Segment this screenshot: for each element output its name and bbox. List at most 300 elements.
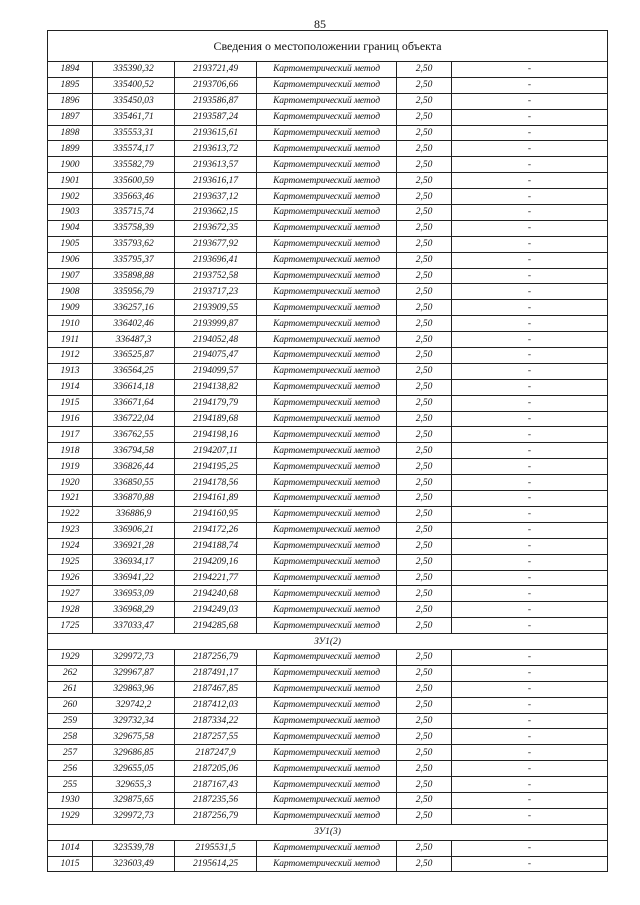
cell-note: -	[452, 252, 608, 268]
cell-coord-x: 336525,87	[93, 348, 175, 364]
cell-method: Картометрический метод	[257, 141, 397, 157]
cell-note: -	[452, 348, 608, 364]
cell-coord-x: 329655,3	[93, 777, 175, 793]
table-row	[48, 189, 608, 205]
cell-accuracy: 2,50	[397, 649, 452, 665]
cell-accuracy: 2,50	[397, 395, 452, 411]
table-row	[48, 268, 608, 284]
cell-point-number: 1900	[48, 157, 93, 173]
cell-coord-y: 2194209,16	[175, 554, 257, 570]
cell-accuracy: 2,50	[397, 300, 452, 316]
cell-coord-x: 336614,18	[93, 379, 175, 395]
cell-coord-y: 2187412,03	[175, 697, 257, 713]
table-row	[48, 284, 608, 300]
cell-method: Картометрический метод	[257, 840, 397, 856]
cell-accuracy: 2,50	[397, 665, 452, 681]
cell-method: Картометрический метод	[257, 236, 397, 252]
table-row	[48, 681, 608, 697]
cell-note: -	[452, 300, 608, 316]
cell-method: Картометрический метод	[257, 681, 397, 697]
cell-method: Картометрический метод	[257, 792, 397, 808]
cell-note: -	[452, 649, 608, 665]
cell-note: -	[452, 220, 608, 236]
boundary-coordinates-table	[47, 30, 608, 872]
cell-coord-y: 2195531,5	[175, 840, 257, 856]
cell-coord-x: 329972,73	[93, 649, 175, 665]
cell-accuracy: 2,50	[397, 427, 452, 443]
cell-point-number: 1923	[48, 522, 93, 538]
cell-method: Картометрический метод	[257, 348, 397, 364]
cell-point-number: 1902	[48, 189, 93, 205]
cell-note: -	[452, 506, 608, 522]
cell-method: Картометрический метод	[257, 332, 397, 348]
table-row	[48, 173, 608, 189]
cell-accuracy: 2,50	[397, 681, 452, 697]
cell-coord-y: 2187256,79	[175, 649, 257, 665]
cell-accuracy: 2,50	[397, 586, 452, 602]
cell-coord-y: 2193615,61	[175, 125, 257, 141]
cell-method: Картометрический метод	[257, 745, 397, 761]
cell-coord-y: 2193909,55	[175, 300, 257, 316]
cell-accuracy: 2,50	[397, 220, 452, 236]
cell-coord-x: 336870,88	[93, 491, 175, 507]
cell-accuracy: 2,50	[397, 236, 452, 252]
cell-accuracy: 2,50	[397, 62, 452, 78]
cell-coord-y: 2194189,68	[175, 411, 257, 427]
cell-method: Картометрический метод	[257, 205, 397, 221]
cell-method: Картометрический метод	[257, 506, 397, 522]
cell-coord-y: 2187491,17	[175, 665, 257, 681]
cell-coord-y: 2193662,15	[175, 205, 257, 221]
cell-point-number: 256	[48, 761, 93, 777]
cell-coord-y: 2187334,22	[175, 713, 257, 729]
cell-accuracy: 2,50	[397, 792, 452, 808]
cell-point-number: 257	[48, 745, 93, 761]
cell-method: Картометрический метод	[257, 522, 397, 538]
cell-point-number: 1921	[48, 491, 93, 507]
cell-coord-x: 336921,28	[93, 538, 175, 554]
cell-method: Картометрический метод	[257, 665, 397, 681]
cell-point-number: 1915	[48, 395, 93, 411]
cell-coord-x: 336968,29	[93, 602, 175, 618]
cell-method: Картометрический метод	[257, 491, 397, 507]
cell-coord-y: 2194075,47	[175, 348, 257, 364]
cell-coord-x: 336934,17	[93, 554, 175, 570]
table-row	[48, 491, 608, 507]
cell-coord-x: 335898,88	[93, 268, 175, 284]
cell-coord-y: 2193717,23	[175, 284, 257, 300]
table-row	[48, 840, 608, 856]
cell-method: Картометрический метод	[257, 77, 397, 93]
cell-point-number: 1922	[48, 506, 93, 522]
cell-point-number: 1929	[48, 649, 93, 665]
cell-point-number: 1928	[48, 602, 93, 618]
cell-method: Картометрический метод	[257, 538, 397, 554]
cell-point-number: 1925	[48, 554, 93, 570]
cell-coord-x: 335400,52	[93, 77, 175, 93]
cell-accuracy: 2,50	[397, 697, 452, 713]
table-row	[48, 316, 608, 332]
cell-accuracy: 2,50	[397, 522, 452, 538]
cell-accuracy: 2,50	[397, 840, 452, 856]
cell-coord-x: 335600,59	[93, 173, 175, 189]
cell-point-number: 1929	[48, 808, 93, 824]
cell-point-number: 1913	[48, 363, 93, 379]
table-row	[48, 379, 608, 395]
cell-method: Картометрический метод	[257, 109, 397, 125]
cell-accuracy: 2,50	[397, 411, 452, 427]
cell-coord-y: 2193613,57	[175, 157, 257, 173]
cell-note: -	[452, 316, 608, 332]
cell-coord-y: 2187467,85	[175, 681, 257, 697]
cell-coord-x: 336850,55	[93, 475, 175, 491]
table-row	[48, 62, 608, 78]
cell-note: -	[452, 77, 608, 93]
table-row	[48, 300, 608, 316]
cell-coord-x: 335574,17	[93, 141, 175, 157]
cell-accuracy: 2,50	[397, 252, 452, 268]
table-row	[48, 522, 608, 538]
cell-coord-x: 336487,3	[93, 332, 175, 348]
cell-note: -	[452, 268, 608, 284]
cell-point-number: 1014	[48, 840, 93, 856]
cell-note: -	[452, 62, 608, 78]
cell-method: Картометрический метод	[257, 189, 397, 205]
cell-point-number: 1920	[48, 475, 93, 491]
cell-coord-x: 335793,62	[93, 236, 175, 252]
table-row	[48, 856, 608, 872]
cell-note: -	[452, 792, 608, 808]
cell-accuracy: 2,50	[397, 443, 452, 459]
cell-coord-y: 2194172,26	[175, 522, 257, 538]
cell-coord-x: 335795,37	[93, 252, 175, 268]
cell-note: -	[452, 554, 608, 570]
table-row	[48, 141, 608, 157]
cell-coord-x: 335758,39	[93, 220, 175, 236]
cell-method: Картометрический метод	[257, 300, 397, 316]
cell-point-number: 259	[48, 713, 93, 729]
cell-coord-x: 323603,49	[93, 856, 175, 872]
cell-coord-x: 336722,04	[93, 411, 175, 427]
cell-coord-y: 2194188,74	[175, 538, 257, 554]
cell-accuracy: 2,50	[397, 538, 452, 554]
cell-method: Картометрический метод	[257, 443, 397, 459]
cell-point-number: 1901	[48, 173, 93, 189]
cell-coord-y: 2194179,79	[175, 395, 257, 411]
cell-coord-y: 2193616,17	[175, 173, 257, 189]
table-row	[48, 236, 608, 252]
cell-accuracy: 2,50	[397, 729, 452, 745]
cell-coord-y: 2194052,48	[175, 332, 257, 348]
cell-coord-y: 2193696,41	[175, 252, 257, 268]
cell-coord-x: 329972,73	[93, 808, 175, 824]
cell-coord-y: 2187167,43	[175, 777, 257, 793]
cell-note: -	[452, 93, 608, 109]
cell-coord-y: 2195614,25	[175, 856, 257, 872]
cell-note: -	[452, 284, 608, 300]
cell-accuracy: 2,50	[397, 808, 452, 824]
cell-note: -	[452, 665, 608, 681]
cell-note: -	[452, 586, 608, 602]
cell-note: -	[452, 475, 608, 491]
table-row	[48, 602, 608, 618]
cell-coord-x: 336953,09	[93, 586, 175, 602]
cell-note: -	[452, 236, 608, 252]
table-row	[48, 220, 608, 236]
cell-coord-x: 329742,2	[93, 697, 175, 713]
cell-coord-y: 2187257,55	[175, 729, 257, 745]
cell-accuracy: 2,50	[397, 348, 452, 364]
cell-coord-x: 323539,78	[93, 840, 175, 856]
cell-method: Картометрический метод	[257, 475, 397, 491]
table-row	[48, 586, 608, 602]
cell-coord-x: 335715,74	[93, 205, 175, 221]
cell-point-number: 262	[48, 665, 93, 681]
table-row	[48, 506, 608, 522]
cell-coord-y: 2187205,06	[175, 761, 257, 777]
cell-method: Картометрический метод	[257, 697, 397, 713]
table-row	[48, 792, 608, 808]
cell-coord-y: 2187247,9	[175, 745, 257, 761]
cell-note: -	[452, 491, 608, 507]
cell-point-number: 1918	[48, 443, 93, 459]
cell-coord-x: 336762,55	[93, 427, 175, 443]
cell-method: Картометрический метод	[257, 602, 397, 618]
cell-accuracy: 2,50	[397, 141, 452, 157]
cell-accuracy: 2,50	[397, 570, 452, 586]
cell-coord-x: 336402,46	[93, 316, 175, 332]
cell-point-number: 1895	[48, 77, 93, 93]
cell-method: Картометрический метод	[257, 570, 397, 586]
cell-point-number: 1905	[48, 236, 93, 252]
cell-coord-y: 2187235,56	[175, 792, 257, 808]
cell-point-number: 1916	[48, 411, 93, 427]
cell-accuracy: 2,50	[397, 379, 452, 395]
table-row	[48, 459, 608, 475]
cell-point-number: 1906	[48, 252, 93, 268]
table-row	[48, 205, 608, 221]
cell-method: Картометрический метод	[257, 856, 397, 872]
cell-coord-y: 2194240,68	[175, 586, 257, 602]
cell-method: Картометрический метод	[257, 284, 397, 300]
cell-coord-x: 329875,65	[93, 792, 175, 808]
table-row	[48, 77, 608, 93]
cell-point-number: 261	[48, 681, 93, 697]
cell-coord-y: 2193721,49	[175, 62, 257, 78]
cell-coord-y: 2194138,82	[175, 379, 257, 395]
table-row	[48, 348, 608, 364]
cell-coord-y: 2193586,87	[175, 93, 257, 109]
cell-coord-y: 2194285,68	[175, 618, 257, 634]
cell-point-number: 1897	[48, 109, 93, 125]
cell-coord-x: 329967,87	[93, 665, 175, 681]
cell-method: Картометрический метод	[257, 157, 397, 173]
table-row	[48, 570, 608, 586]
cell-point-number: 1912	[48, 348, 93, 364]
cell-method: Картометрический метод	[257, 363, 397, 379]
cell-note: -	[452, 395, 608, 411]
table-row	[48, 109, 608, 125]
cell-method: Картометрический метод	[257, 316, 397, 332]
cell-note: -	[452, 777, 608, 793]
section-header-row	[48, 634, 608, 650]
table-row	[48, 554, 608, 570]
table-row	[48, 157, 608, 173]
cell-point-number: 1725	[48, 618, 93, 634]
cell-point-number: 1908	[48, 284, 93, 300]
cell-method: Картометрический метод	[257, 649, 397, 665]
cell-coord-x: 336826,44	[93, 459, 175, 475]
cell-note: -	[452, 681, 608, 697]
table-row	[48, 125, 608, 141]
cell-coord-y: 2193637,12	[175, 189, 257, 205]
cell-coord-x: 335553,31	[93, 125, 175, 141]
cell-point-number: 1909	[48, 300, 93, 316]
cell-accuracy: 2,50	[397, 77, 452, 93]
cell-method: Картометрический метод	[257, 125, 397, 141]
cell-method: Картометрический метод	[257, 618, 397, 634]
cell-method: Картометрический метод	[257, 252, 397, 268]
cell-note: -	[452, 761, 608, 777]
table-row	[48, 93, 608, 109]
cell-note: -	[452, 602, 608, 618]
cell-coord-y: 2194161,89	[175, 491, 257, 507]
cell-note: -	[452, 379, 608, 395]
cell-method: Картометрический метод	[257, 93, 397, 109]
cell-point-number: 1927	[48, 586, 93, 602]
cell-accuracy: 2,50	[397, 332, 452, 348]
cell-point-number: 255	[48, 777, 93, 793]
cell-coord-x: 336886,9	[93, 506, 175, 522]
cell-coord-x: 335663,46	[93, 189, 175, 205]
cell-method: Картометрический метод	[257, 586, 397, 602]
cell-point-number: 1015	[48, 856, 93, 872]
cell-method: Картометрический метод	[257, 268, 397, 284]
cell-coord-x: 335390,32	[93, 62, 175, 78]
table-row	[48, 808, 608, 824]
table-row	[48, 618, 608, 634]
cell-coord-x: 329675,58	[93, 729, 175, 745]
cell-accuracy: 2,50	[397, 761, 452, 777]
cell-point-number: 1907	[48, 268, 93, 284]
table-row	[48, 363, 608, 379]
cell-accuracy: 2,50	[397, 618, 452, 634]
cell-note: -	[452, 840, 608, 856]
cell-note: -	[452, 570, 608, 586]
cell-point-number: 1914	[48, 379, 93, 395]
table-title-row	[48, 31, 608, 62]
cell-note: -	[452, 205, 608, 221]
table-row	[48, 395, 608, 411]
table-row	[48, 443, 608, 459]
cell-coord-x: 336257,16	[93, 300, 175, 316]
cell-coord-x: 329732,34	[93, 713, 175, 729]
cell-point-number: 1917	[48, 427, 93, 443]
cell-coord-x: 329686,85	[93, 745, 175, 761]
section-label: ЗУ1(2)	[48, 634, 608, 650]
cell-coord-y: 2193677,92	[175, 236, 257, 252]
cell-note: -	[452, 411, 608, 427]
cell-coord-y: 2194195,25	[175, 459, 257, 475]
cell-note: -	[452, 157, 608, 173]
cell-coord-x: 335450,03	[93, 93, 175, 109]
cell-accuracy: 2,50	[397, 713, 452, 729]
cell-accuracy: 2,50	[397, 491, 452, 507]
cell-note: -	[452, 125, 608, 141]
cell-method: Картометрический метод	[257, 62, 397, 78]
cell-coord-y: 2193672,35	[175, 220, 257, 236]
cell-method: Картометрический метод	[257, 220, 397, 236]
cell-note: -	[452, 459, 608, 475]
cell-point-number: 1898	[48, 125, 93, 141]
cell-point-number: 1926	[48, 570, 93, 586]
cell-accuracy: 2,50	[397, 173, 452, 189]
table-row	[48, 332, 608, 348]
cell-coord-y: 2193706,66	[175, 77, 257, 93]
cell-coord-x: 329655,05	[93, 761, 175, 777]
section-label: ЗУ1(3)	[48, 824, 608, 840]
cell-accuracy: 2,50	[397, 777, 452, 793]
cell-method: Картометрический метод	[257, 554, 397, 570]
cell-accuracy: 2,50	[397, 506, 452, 522]
table-row	[48, 713, 608, 729]
page-number: 85	[314, 17, 326, 31]
cell-coord-x: 336941,22	[93, 570, 175, 586]
cell-point-number: 1894	[48, 62, 93, 78]
table-row	[48, 649, 608, 665]
cell-method: Картометрический метод	[257, 713, 397, 729]
cell-note: -	[452, 808, 608, 824]
cell-point-number: 1924	[48, 538, 93, 554]
cell-note: -	[452, 697, 608, 713]
table-row	[48, 538, 608, 554]
cell-point-number: 258	[48, 729, 93, 745]
cell-coord-y: 2194249,03	[175, 602, 257, 618]
cell-coord-x: 335582,79	[93, 157, 175, 173]
cell-coord-y: 2194178,56	[175, 475, 257, 491]
cell-note: -	[452, 141, 608, 157]
cell-point-number: 1910	[48, 316, 93, 332]
cell-coord-y: 2193752,58	[175, 268, 257, 284]
cell-point-number: 1899	[48, 141, 93, 157]
table-title: Сведения о местоположении границ объекта	[48, 31, 608, 62]
cell-note: -	[452, 173, 608, 189]
cell-note: -	[452, 618, 608, 634]
cell-coord-y: 2194160,95	[175, 506, 257, 522]
cell-method: Картометрический метод	[257, 411, 397, 427]
cell-point-number: 1896	[48, 93, 93, 109]
table-row	[48, 665, 608, 681]
cell-coord-x: 336794,58	[93, 443, 175, 459]
cell-coord-x: 335461,71	[93, 109, 175, 125]
table-row	[48, 252, 608, 268]
cell-coord-x: 329863,96	[93, 681, 175, 697]
cell-accuracy: 2,50	[397, 745, 452, 761]
section-header-row	[48, 824, 608, 840]
cell-coord-x: 336564,25	[93, 363, 175, 379]
cell-note: -	[452, 522, 608, 538]
cell-accuracy: 2,50	[397, 189, 452, 205]
cell-coord-x: 335956,79	[93, 284, 175, 300]
cell-method: Картометрический метод	[257, 777, 397, 793]
cell-point-number: 1911	[48, 332, 93, 348]
cell-note: -	[452, 745, 608, 761]
table-row	[48, 475, 608, 491]
cell-method: Картометрический метод	[257, 459, 397, 475]
cell-point-number: 1904	[48, 220, 93, 236]
cell-method: Картометрический метод	[257, 379, 397, 395]
cell-accuracy: 2,50	[397, 554, 452, 570]
